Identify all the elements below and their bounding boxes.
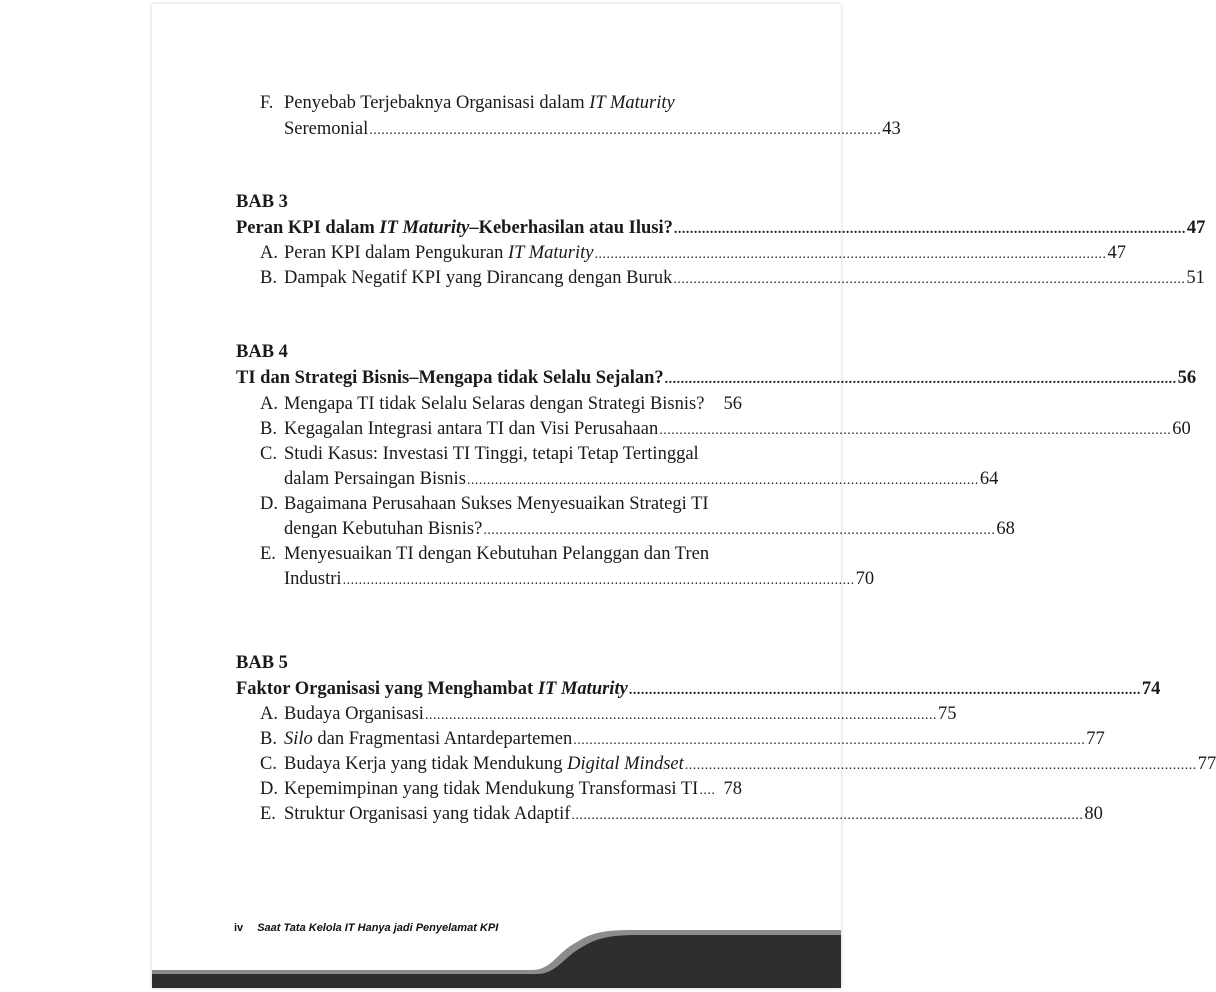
chapter-title-bab4: TI dan Strategi Bisnis–Mengapa tidak Selalu Sejalan? ................................................................................................................................ 56 [236,366,742,391]
toc-item-text: Penyebab Terjebaknya Organisasi dalam [284,93,590,113]
toc-page-number: 64 [979,469,999,489]
dot-leader: .... [699,783,716,798]
chapter-label-bab3: BAB 3 [236,192,288,212]
toc-page-number: 77 [1197,754,1216,774]
toc-item-f-line2 [236,117,901,142]
toc-item-text-italic: IT Maturity [589,93,675,113]
toc-page-number: 56 [1177,368,1197,388]
toc-item-bab4-c-line1: C. Studi Kasus: Investasi TI Tinggi, tetapi Tetap Tertinggal [260,444,699,464]
toc-page-number: 75 [937,704,957,724]
dot-leader: ................................................................................................................................ [424,708,937,723]
toc-page-number: 56 [723,394,742,414]
dot-leader: ................................................................................................................................ [684,758,1197,773]
chapter-label-bab4: BAB 4 [236,342,288,362]
toc-page-number: 77 [1086,729,1105,749]
table-of-contents [236,4,1216,904]
dot-leader: ................................................................................................................................ [369,123,882,138]
toc-page-number: 47 [1186,218,1206,238]
toc-page-number: 60 [1172,419,1191,439]
toc-item-bab5-e: E. Struktur Organisasi yang tidak Adaptif ................................................................................................................................ 80 [236,802,742,827]
dot-leader: ................................................................................................................................ [673,272,1186,287]
toc-page-number: 74 [1141,679,1161,699]
toc-page-number: 80 [1084,804,1103,824]
toc-item-bab4-d-line2: dengan Kebutuhan Bisnis? ................................................................................................................................ 68 [236,517,742,542]
dot-leader: ................................................................................................................................ [571,808,1084,823]
toc-item-text: Seremonial [284,119,369,139]
footer-decorative-band [152,924,841,988]
toc-page-number: 47 [1107,243,1126,263]
dot-leader: ................................................................................................................................ [664,372,1177,387]
dot-leader: ................................................................................................................................ [673,222,1186,237]
toc-item-bab5-b: B. Silo dan Fragmentasi Antardepartemen ................................................................................................................................ 77 [236,727,742,752]
dot-leader: ................................................................................................................................ [466,473,979,488]
toc-item-bab4-a: A. Mengapa TI tidak Selalu Selaras dengan Strategi Bisnis? 56 [236,392,742,417]
toc-item-bab5-d: D. Kepemimpinan yang tidak Mendukung Transformasi TI .... 78 [236,777,742,802]
toc-item-letter: F. [260,93,274,113]
dot-leader: ................................................................................................................................ [342,573,855,588]
toc-item-bab4-e-line2: Industri ................................................................................................................................ 70 [236,567,742,592]
book-page [152,4,1216,988]
toc-page-number: 70 [855,569,875,589]
dot-leader: ................................................................................................................................ [628,683,1141,698]
toc-item-bab4-c-line2: dalam Persaingan Bisnis ................................................................................................................................ 64 [236,467,742,492]
toc-page-number: 51 [1186,268,1205,288]
dot-leader: ................................................................................................................................ [483,523,996,538]
toc-item-bab4-e-line1: E. Menyesuaikan TI dengan Kebutuhan Pelanggan dan Tren [260,544,710,564]
chapter-label-bab5: BAB 5 [236,653,288,673]
toc-page-number: 68 [996,519,1015,539]
toc-item-bab3-b: B. Dampak Negatif KPI yang Dirancang dengan Buruk ................................................................................................................................ 51 [236,266,742,291]
toc-item-bab4-b: B. Kegagalan Integrasi antara TI dan Visi Perusahaan ................................................................................................................................ 60 [236,417,742,442]
chapter-title-bab3: Peran KPI dalam IT Maturity–Keberhasilan atau Ilusi? ................................................................................................................................ 47 [236,216,742,241]
dot-leader: ................................................................................................................................ [573,733,1086,748]
footer-book-title: Saat Tata Kelola IT Hanya jadi Penyelamat KPI [257,922,499,934]
toc-item-bab3-a: A. Peran KPI dalam Pengukuran IT Maturity ................................................................................................................................ 47 [236,241,742,266]
footer-page-number: iv [234,922,244,934]
toc-page-number: 43 [882,119,901,139]
toc-item-bab4-d-line1: D. Bagaimana Perusahaan Sukses Menyesuaikan Strategi TI [260,494,709,514]
toc-item-bab5-c: C. Budaya Kerja yang tidak Mendukung Digital Mindset ................................................................................................................................ 77 [236,752,742,777]
toc-page-number: 78 [723,779,742,799]
toc-item-f-line1 [236,91,742,116]
chapter-title-bab5: Faktor Organisasi yang Menghambat IT Maturity ................................................................................................................................ 74 [236,677,742,702]
footer-band-dark [152,935,841,988]
dot-leader: ................................................................................................................................ [659,423,1172,438]
toc-item-bab5-a: A. Budaya Organisasi ................................................................................................................................ 75 [236,702,742,727]
dot-leader: ................................................................................................................................ [594,247,1107,262]
